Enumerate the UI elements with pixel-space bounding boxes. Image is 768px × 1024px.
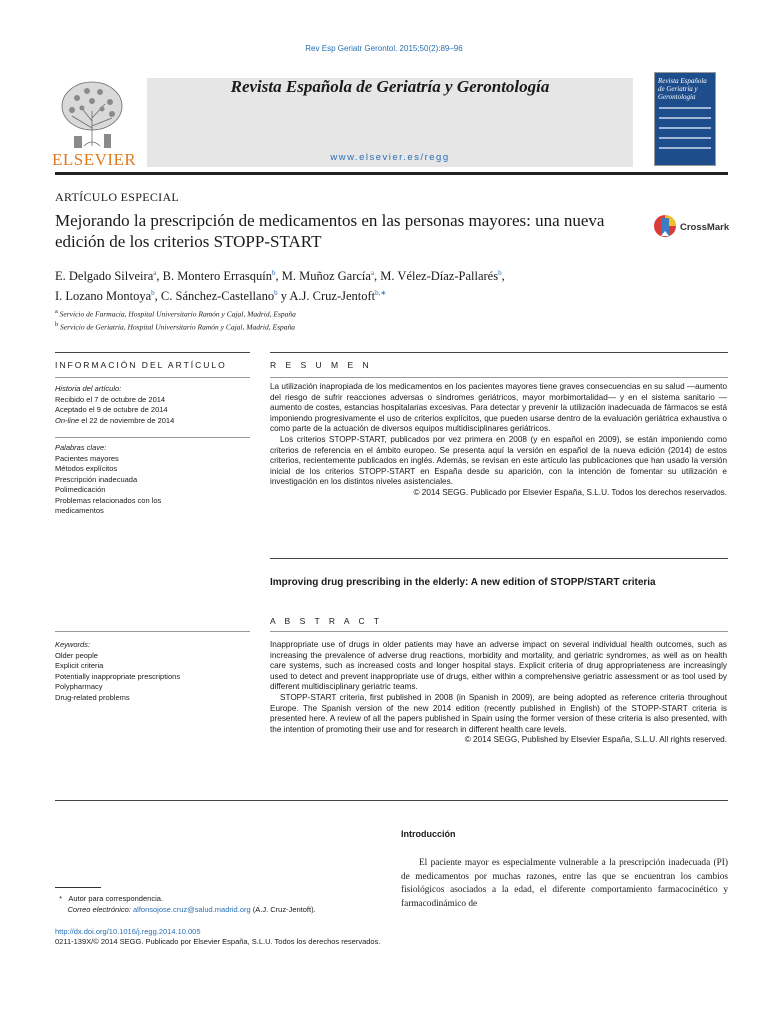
- affiliation-mark[interactable]: b: [271, 269, 276, 277]
- footnote-star-text: Autor para correspondencia.: [68, 894, 163, 903]
- keyword: Pacientes mayores: [55, 453, 119, 463]
- keywords-es: [55, 443, 250, 517]
- corresponding-author-footnote: * Autor para correspondencia. Correo electrónico: alfonsojose.cruz@salud.madrid.org (A.J. Cruz-Jentoft).: [55, 894, 316, 914]
- info-heading-rule: [55, 377, 250, 378]
- author-separator: ,: [154, 289, 161, 304]
- cover-title: Revista Española de Geriatría y Gerontología: [658, 77, 707, 101]
- journal-url-link[interactable]: www.elsevier.es/regg: [330, 152, 450, 163]
- resumen-paragraph-1: La utilización inapropiada de los medicamentos en los pacientes mayores tiene graves consecuencias en su salud —aumento del riesgo de sufrir reacciones adversas o síndromes geriátricos, mayor morbimortalidad— y en el sistema sanitario —aumento de costes, estancias hospitalarias excesivas. Para detectar y prevenir la utilización inadecuada de fármacos se está imponiendo progresivamente el uso de criterios explícitos, que pueden usarse dentro de la evaluación geriátrica exhaustiva o como parte de la actuación de diversos equipos multidisciplinares geriátricos.: [270, 382, 727, 434]
- keyword: Prescripción inadecuada: [55, 474, 138, 484]
- resumen-top-rule: [270, 352, 728, 353]
- crossmark-button[interactable]: [653, 212, 733, 244]
- email-label: Correo electrónico:: [67, 905, 131, 914]
- article-section-label: ARTÍCULO ESPECIAL: [55, 190, 180, 204]
- affiliation-mark[interactable]: a: [153, 269, 157, 277]
- keyword: Métodos explícitos: [55, 464, 118, 473]
- author-name: M. Muñoz García: [281, 269, 371, 284]
- email-link[interactable]: alfonsojose.cruz@salud.madrid.org: [132, 905, 251, 914]
- crossmark-label: CrossMark: [680, 222, 730, 233]
- affiliation-mark[interactable]: b: [498, 269, 502, 277]
- keyword: medicamentos: [55, 506, 104, 515]
- article-title: Mejorando la prescripción de medicamentos en las personas mayores: una nueva edición de los criterios STOPP-START: [55, 211, 605, 251]
- keywords-en-rule: [55, 631, 250, 632]
- author-name: B. Montero Errasquín: [162, 269, 272, 284]
- keyword: Polimedicación: [55, 485, 106, 494]
- journal-cover-thumbnail: [654, 72, 716, 166]
- resumen-body: [270, 382, 727, 499]
- history-accepted: Aceptado el 9 de octubre de 2014: [55, 405, 168, 414]
- abstract-heading-rule: [270, 631, 728, 632]
- doi-link[interactable]: http://dx.doi.org/10.1016/j.regg.2014.10.005: [55, 927, 201, 936]
- abstract-copyright: © 2014 SEGG, Published by Elsevier España, S.L.U. All rights reserved.: [464, 735, 727, 745]
- resumen-heading: R E S U M E N: [270, 360, 373, 370]
- elsevier-wordmark: ELSEVIER: [52, 150, 137, 169]
- affiliation-mark[interactable]: a: [370, 269, 375, 277]
- keyword: Potentially inappropriate prescriptions: [55, 671, 181, 681]
- author-list: [55, 265, 695, 305]
- issn-copyright: 0211-139X/© 2014 SEGG. Publicado por Elsevier España, S.L.U. Todos los derechos reservados.: [55, 937, 381, 946]
- keyword: Explicit criteria: [55, 661, 104, 670]
- affiliation-b: $^b$ Servicio de Geriatría, Hospital Universitario Ramón y Cajal, Madrid, España: [55, 320, 295, 331]
- affiliation-a: $^a$ Servicio de Farmacia, Hospital Universitario Ramón y Cajal, Madrid, España: [55, 308, 296, 319]
- keywords-es-label: Palabras clave:: [55, 443, 107, 452]
- footnote-rule: [55, 887, 101, 888]
- author-name: A.J. Cruz-Jentoft: [289, 289, 376, 304]
- resumen-paragraph-2: Los criterios STOPP-START, publicados por vez primera en 2008 (y en español en 2009), se están imponiendo como criterios de referencia en el ámbito europeo. Se presenta aquí la versión en español de la nueva edición (2014) de estos criterios, recientemente publicados en inglés. Además, se revisan en este artículo las publicaciones que han usado la versión inicial de los criterios STOPP-START en España desde su aparición, con la intención de fomentar su utilización e investigación en los distintos niveles asistenciales.: [270, 434, 727, 487]
- abstract-paragraph-2: STOPP-START criteria, first published in 2008 (in Spanish in 2009), are being adopted as reference criteria throughout Europe. The Spanish version of the new 2014 edition (recently published in English) of the STOPP-START criteria is presented here. A review of all the papers published in Spain using the former version of these criteria is also presented, with the intention of promoting their use and for research in different health care levels.: [270, 692, 727, 734]
- article-info-heading: INFORMACIÓN DEL ARTÍCULO: [55, 360, 227, 370]
- article-history: [55, 384, 250, 426]
- english-title: Improving drug prescribing in the elderly: A new edition of STOPP/START criteria: [270, 577, 656, 588]
- author-name: M. Vélez-Díaz-Pallarés: [380, 269, 499, 284]
- keywords-en-label: Keywords:: [55, 640, 91, 649]
- info-top-rule: [55, 352, 250, 353]
- abstract-heading: A B S T R A C T: [270, 616, 383, 626]
- abstract-body: [270, 640, 727, 746]
- author-separator: ,: [374, 269, 381, 284]
- affiliation-mark[interactable]: b,∗: [375, 289, 387, 298]
- keywords-en: [55, 640, 250, 703]
- english-top-rule: [270, 558, 728, 559]
- header-divider: [55, 172, 728, 175]
- affiliations: [55, 307, 296, 332]
- history-label: Historia del artículo:: [55, 384, 122, 393]
- history-online: On-line el 22 de noviembre de 2014: [55, 415, 175, 425]
- resumen-copyright: © 2014 SEGG. Publicado por Elsevier España, S.L.U. Todos los derechos reservados.: [413, 487, 727, 497]
- crossmark-icon: [653, 212, 677, 242]
- history-received: Recibido el 7 de octubre de 2014: [55, 394, 166, 404]
- intro-paragraph: El paciente mayor es especialmente vulnerable a la prescripción inadecuada (PI) de medicamentos por muchas razones, entre las que se encuentran los cambios fisiológicos asociados a la edad, el diferente comportamiento farmacocinético y farmacodinámico de: [401, 858, 728, 909]
- abstract-bottom-rule: [55, 800, 728, 801]
- journal-citation[interactable]: Rev Esp Geriatr Gerontol. 2015;50(2):89–96: [305, 44, 463, 53]
- author-separator: ,: [501, 269, 505, 284]
- intro-heading: Introducción: [401, 829, 456, 839]
- journal-title: Revista Española de Geriatría y Gerontología: [230, 77, 550, 96]
- author-separator: ,: [275, 269, 282, 284]
- keyword: Older people: [55, 650, 98, 660]
- affiliation-mark[interactable]: b: [151, 289, 155, 298]
- intro-body: [401, 857, 728, 911]
- resumen-heading-rule: [270, 377, 728, 378]
- email-owner: (A.J. Cruz-Jentoft).: [250, 905, 316, 914]
- keyword: Problemas relacionados con los: [55, 495, 162, 505]
- author-separator: ,: [156, 269, 163, 284]
- affiliation-mark[interactable]: b: [274, 289, 278, 298]
- abstract-paragraph-1: Inappropriate use of drugs in older patients may have an adverse impact on several individual health outcomes, such as increasing the prevalence of adverse drug reactions, morbidity and mortality, and geriatric syndromes, as well as on health care systems, such as increased costs and longer hospital stays. Explicit criteria of drug appropriateness are increasingly used to detect and prevent inappropriate use of drugs, either within a comprehensive geriatric assessment or as tool used by different multidisciplinary geriatric teams.: [270, 640, 727, 692]
- history-rule: [55, 437, 250, 438]
- keyword: Polypharmacy: [55, 682, 103, 691]
- doi-block: [55, 927, 380, 947]
- keyword: Drug-related problems: [55, 692, 130, 702]
- author-name: I. Lozano Montoya: [55, 289, 152, 304]
- author-name: C. Sánchez-Castellano: [160, 289, 275, 304]
- author-name: E. Delgado Silveira: [55, 269, 154, 284]
- author-separator: y: [277, 289, 290, 304]
